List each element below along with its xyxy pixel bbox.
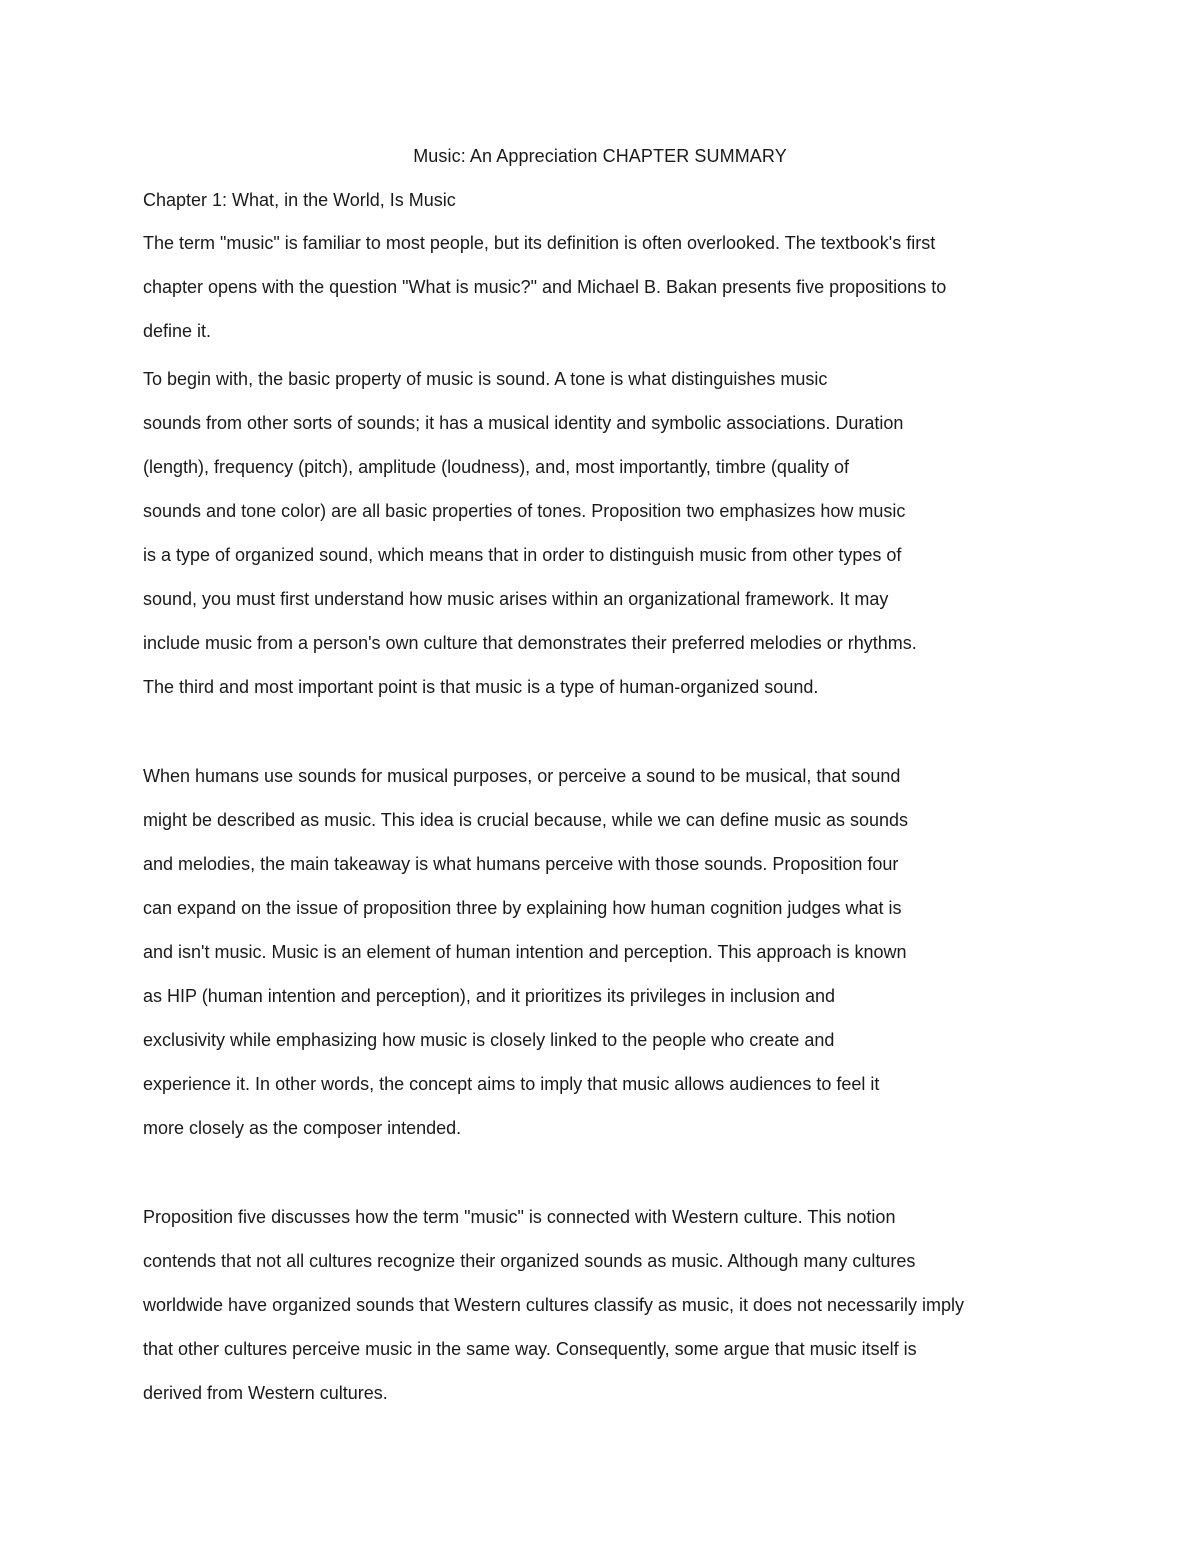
paragraph-line: sounds and tone color) are all basic properties of tones. Proposition two emphasizes how music bbox=[143, 501, 906, 521]
paragraph-line: (length), frequency (pitch), amplitude (loudness), and, most importantly, timbre (quality of bbox=[143, 457, 849, 477]
paragraph-2 bbox=[143, 357, 1063, 709]
paragraph-line: and isn't music. Music is an element of human intention and perception. This approach is known bbox=[143, 942, 907, 962]
paragraph-line: can expand on the issue of proposition three by explaining how human cognition judges what is bbox=[143, 898, 902, 918]
paragraph-line: When humans use sounds for musical purposes, or perceive a sound to be musical, that sound bbox=[143, 766, 901, 786]
paragraph-line: The third and most important point is that music is a type of human-organized sound. bbox=[143, 677, 819, 697]
paragraph-line: and melodies, the main takeaway is what humans perceive with those sounds. Proposition four bbox=[143, 854, 899, 874]
paragraph-line: sounds from other sorts of sounds; it has a musical identity and symbolic associations. Duration bbox=[143, 413, 904, 433]
paragraph-line: might be described as music. This idea is crucial because, while we can define music as sounds bbox=[143, 810, 909, 830]
paragraph-line: To begin with, the basic property of music is sound. A tone is what distinguishes music bbox=[143, 369, 828, 389]
paragraph-line: as HIP (human intention and perception), and it prioritizes its privileges in inclusion and bbox=[143, 986, 836, 1006]
paragraph-line: sound, you must first understand how music arises within an organizational framework. It may bbox=[143, 589, 889, 609]
paragraph-line: more closely as the composer intended. bbox=[143, 1118, 462, 1138]
paragraph-4 bbox=[143, 1195, 1063, 1415]
paragraph-line: is a type of organized sound, which means that in order to distinguish music from other types of bbox=[143, 545, 902, 565]
paragraph-line: exclusivity while emphasizing how music is closely linked to the people who create and bbox=[143, 1030, 835, 1050]
paragraph-line: define it. bbox=[143, 321, 212, 341]
paragraph-line: Proposition five discusses how the term "music" is connected with Western culture. This notion bbox=[143, 1207, 896, 1227]
paragraph-line: The term "music" is familiar to most people, but its definition is often overlooked. The textbook's first bbox=[143, 233, 936, 253]
paragraph-line: derived from Western cultures. bbox=[143, 1383, 388, 1403]
paragraph-line: chapter opens with the question "What is music?" and Michael B. Bakan presents five propositions to bbox=[143, 277, 947, 297]
chapter-heading: Chapter 1: What, in the World, Is Music bbox=[143, 190, 456, 210]
paragraph-line: that other cultures perceive music in the same way. Consequently, some argue that music itself is bbox=[143, 1339, 917, 1359]
paragraph-line: experience it. In other words, the concept aims to imply that music allows audiences to feel it bbox=[143, 1074, 880, 1094]
paragraph-line: contends that not all cultures recognize their organized sounds as music. Although many cultures bbox=[143, 1251, 916, 1271]
paragraph-line: include music from a person's own culture that demonstrates their preferred melodies or rhythms. bbox=[143, 633, 917, 653]
paragraph-line: worldwide have organized sounds that Western cultures classify as music, it does not necessarily imply bbox=[143, 1295, 965, 1315]
paragraph-3 bbox=[143, 754, 1063, 1150]
document-title: Music: An Appreciation CHAPTER SUMMARY bbox=[413, 146, 787, 166]
paragraph-1 bbox=[143, 221, 1063, 353]
